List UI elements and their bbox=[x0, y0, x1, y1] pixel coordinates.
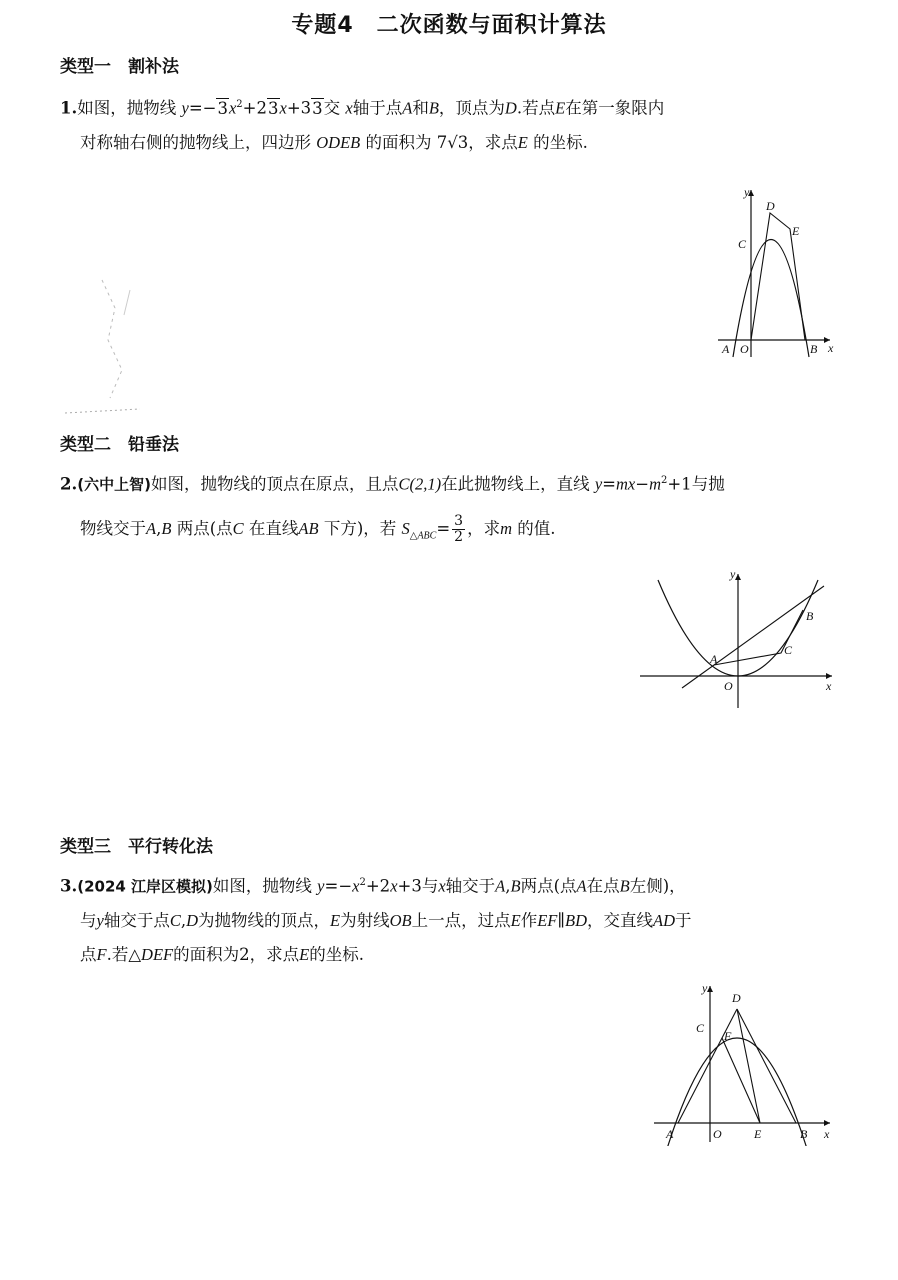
area-value: 7√3 bbox=[436, 132, 469, 152]
label-b: B bbox=[806, 609, 814, 623]
pencil-marks bbox=[60, 270, 170, 420]
label-o: O bbox=[724, 679, 733, 693]
figure-3-parabola bbox=[650, 980, 834, 1146]
label-b: B bbox=[810, 342, 818, 356]
y-axis-arrow bbox=[735, 574, 741, 580]
label-c: C bbox=[696, 1021, 705, 1035]
section-heading-2: 类型二 铅垂法 bbox=[60, 435, 179, 455]
label-e: E bbox=[754, 1127, 762, 1141]
question-3-line-2: 与y轴交于点C,D为抛物线的顶点，E为射线OB上一点，过点E作EF∥BD，交直线AD于 bbox=[80, 910, 692, 930]
question-2 bbox=[60, 464, 850, 553]
question-3-line-1: 3.(2024 江岸区模拟)如图，抛物线 $y=-x^2+2x+3$与x轴交于A,B两点(点A在点B左侧)， bbox=[60, 876, 686, 896]
x-axis-arrow bbox=[824, 1120, 830, 1126]
y-axis-arrow bbox=[707, 986, 713, 992]
label-b: B bbox=[800, 1127, 808, 1141]
label-c: C bbox=[784, 643, 793, 657]
label-o: O bbox=[713, 1127, 722, 1141]
label-e: E bbox=[792, 224, 800, 238]
label-x: x bbox=[826, 679, 832, 693]
question-1 bbox=[60, 88, 850, 160]
figure-1-parabola bbox=[708, 182, 838, 360]
section-heading-3: 类型三 平行转化法 bbox=[60, 837, 213, 857]
parabola-curve bbox=[666, 1038, 808, 1146]
label-x: x bbox=[828, 341, 834, 355]
question-1-line-1: 1.如图，抛物线 $y=-3x^2+23x+33$交 x轴于点A和B，顶点为D.若点E在第一象限内 bbox=[60, 98, 665, 118]
figure-2-parabola bbox=[636, 568, 840, 712]
line-bd bbox=[737, 1009, 796, 1123]
line-ad bbox=[678, 1009, 737, 1123]
label-o: O bbox=[740, 342, 749, 356]
section-heading-1: 类型一 割补法 bbox=[60, 57, 179, 77]
label-x: x bbox=[824, 1127, 830, 1141]
question-2-line-1: 2.(六中上智)如图，抛物线的顶点在原点，且点C(2,1)在此抛物线上，直线 $y=mx-m^2+1$与抛 bbox=[60, 474, 725, 494]
label-a: A bbox=[666, 1127, 674, 1141]
label-c: C bbox=[738, 237, 747, 251]
label-f: F bbox=[724, 1029, 732, 1043]
label-a: A bbox=[710, 652, 718, 666]
question-3-line-3: 点F.若△DEF的面积为2，求点E的坐标. bbox=[80, 944, 364, 964]
question-1-line-2: 对称轴右侧的抛物线上，四边形 ODEB 的面积为 7√3，求点E 的坐标. bbox=[80, 132, 588, 152]
label-y: y bbox=[744, 185, 750, 199]
question-2-line-2: 物线交于A,B 两点(点C 在直线AB 下方)，若 $S_{\triangle ABC}=$ $\frac{3}{2}$ ，求m 的值. bbox=[80, 512, 556, 545]
page-title: 专题4 二次函数与面积计算法 bbox=[291, 13, 607, 38]
label-d: D bbox=[766, 199, 775, 213]
question-3 bbox=[60, 866, 850, 972]
label-d: D bbox=[732, 991, 741, 1005]
parabola-curve bbox=[733, 240, 809, 358]
label-a: A bbox=[722, 342, 730, 356]
fraction-three-halves: $\frac{3}{2}$ bbox=[454, 512, 464, 545]
label-y: y bbox=[730, 568, 736, 581]
label-y: y bbox=[702, 981, 708, 995]
